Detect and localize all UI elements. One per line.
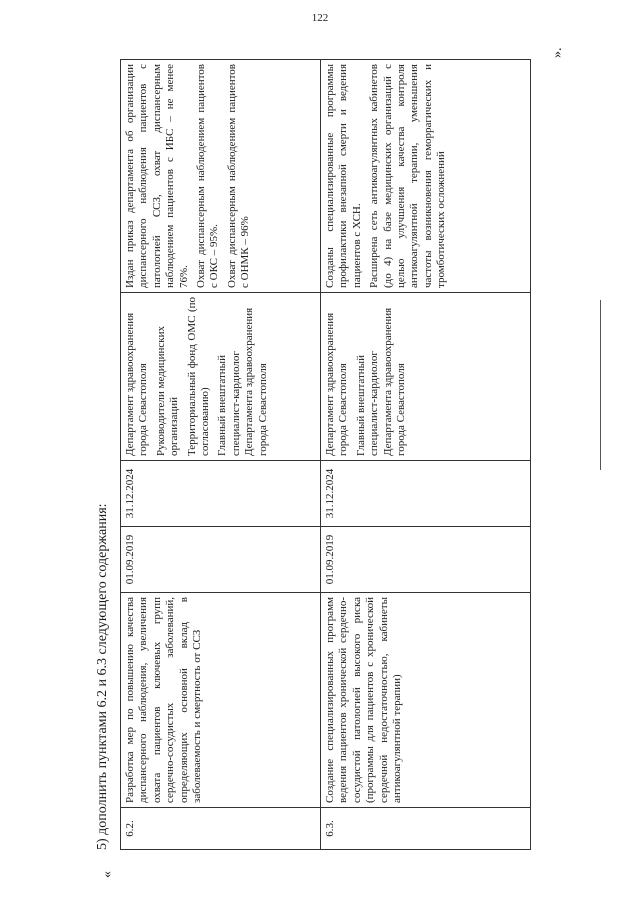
- executors-cell: [321, 293, 531, 461]
- intro-text: 5) дополнить пунктами 6.2 и 6.3 следующего содержания:: [95, 503, 110, 850]
- table-row: [121, 60, 321, 850]
- executor: Территориальный фонд ОМС (по согласованию): [185, 297, 212, 456]
- results-cell: [321, 60, 531, 293]
- result: Охват диспансерным наблюдением пациентов с ОНМК – 96%: [225, 64, 252, 288]
- executor: Главный внештатный специалист-кардиолог Департамента здравоохранения города Севастополя: [216, 307, 269, 456]
- results-cell: [121, 60, 321, 293]
- end-date: 31.12.2024: [321, 461, 531, 527]
- opening-quote: «: [100, 871, 115, 878]
- executor: Департамент здравоохранения города Севастополя: [124, 312, 150, 456]
- closing-quote: ».: [550, 47, 565, 58]
- measure-name: Создание специализированных программ ведения пациентов хронической сердечно-сосудистой патологией высокого риска (программы для пациентов с хронической сердечной недостаточностью, кабинеты антикоагулянтной терапии): [321, 593, 531, 808]
- result: Созданы специализированные программы профилактики внезапной смерти и ведения пациентов с ХСН.: [324, 64, 363, 288]
- executor: Руководители медицинских организаций: [154, 326, 181, 456]
- table-row: [321, 60, 531, 850]
- start-date: 01.09.2019: [321, 527, 531, 593]
- start-date: 01.09.2019: [121, 527, 321, 593]
- executor: Департамент здравоохранения города Севастополя: [324, 312, 350, 456]
- page-number: 122: [311, 12, 329, 24]
- divider-line: [600, 300, 601, 470]
- result: Издан приказ департамента об организации диспансерного наблюдения пациентов с патологией ССЗ, охват диспансерным наблюдением пациентов с ИБС – не менее 76%.: [124, 64, 190, 288]
- executor: Главный внештатный специалист-кардиолог Департамента здравоохранения города Севастополя: [354, 307, 408, 456]
- executors-cell: [121, 293, 321, 461]
- measure-name: Разработка мер по повышению качества диспансерного наблюдения, увеличения охвата пациентов ключевых групп сердечно-сосудистых заболеваний, определяющих основной вклад в заболеваемость и смертность от ССЗ: [121, 593, 321, 808]
- row-number: 6.2.: [121, 808, 321, 850]
- end-date: 31.12.2024: [121, 461, 321, 527]
- result: Расширена сеть антикоагулянтных кабинетов (до 4) на базе медицинских организаций с целью улучшения качества контроля антикоагулянтной терапии, уменьшения частоты возникновения геморрагических и тромботических осложнений: [368, 64, 448, 288]
- row-number: 6.3.: [321, 808, 531, 850]
- measures-table: [120, 59, 531, 850]
- result: Охват диспансерным наблюдением пациентов с ОКС – 95%.: [195, 64, 221, 288]
